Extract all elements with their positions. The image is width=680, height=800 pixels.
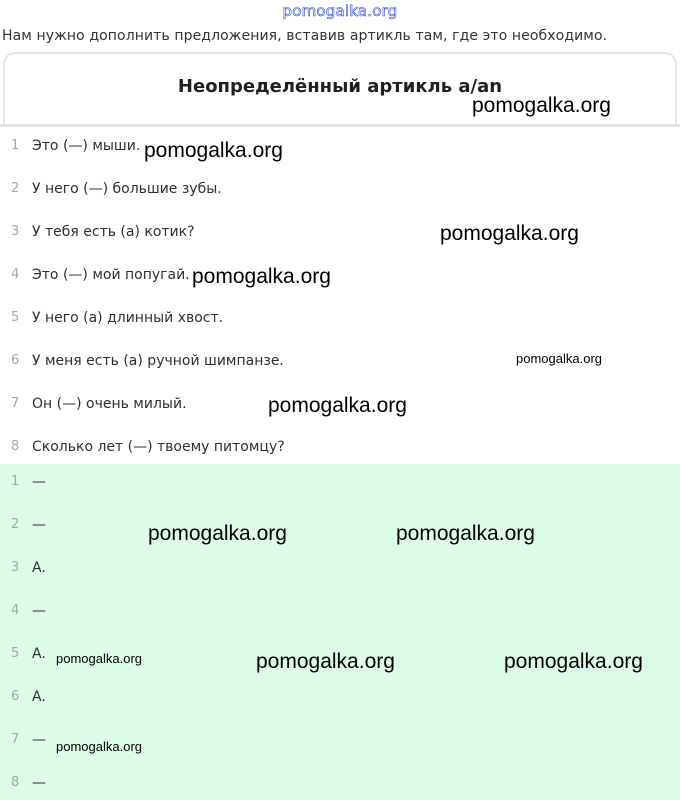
answer-text: — (32, 732, 46, 748)
card-title: Неопределённый артикль a/an (177, 76, 503, 97)
answer-number: 1 (11, 474, 20, 489)
question-number: 7 (11, 396, 20, 411)
answer-row (0, 687, 680, 707)
question-text: У него (a) длинный хвост. (32, 310, 224, 326)
watermark: pomogalka.org (256, 650, 395, 673)
answer-number: 3 (11, 560, 20, 575)
question-text: Сколько лет (—) твоему питомцу? (32, 439, 285, 455)
answer-number: 6 (11, 689, 20, 704)
question-text: У меня есть (a) ручной шимпанзе. (32, 353, 284, 369)
answer-number: 5 (11, 646, 20, 661)
question-text: Это (—) мыши. (32, 138, 141, 154)
answer-row (0, 515, 680, 535)
site-header-logo[interactable]: pomogalka.org (282, 2, 398, 20)
answer-text: — (32, 474, 46, 490)
watermark: pomogalka.org (144, 139, 283, 162)
question-row (0, 308, 680, 328)
watermark: pomogalka.org (516, 351, 602, 366)
answer-text: — (32, 775, 46, 791)
question-number: 5 (11, 310, 20, 325)
question-row (0, 136, 680, 156)
answer-row (0, 601, 680, 621)
watermark: pomogalka.org (440, 222, 579, 245)
watermark: pomogalka.org (56, 739, 142, 754)
answer-text: A. (32, 646, 46, 662)
watermark: pomogalka.org (56, 651, 142, 666)
watermark: pomogalka.org (268, 394, 407, 417)
answer-row (0, 558, 680, 578)
answer-number: 8 (11, 775, 20, 790)
question-text: У тебя есть (a) котик? (32, 224, 195, 240)
answer-row (0, 472, 680, 492)
answer-number: 2 (11, 517, 20, 532)
question-number: 2 (11, 181, 20, 196)
watermark: pomogalka.org (396, 522, 535, 545)
answer-text: — (32, 603, 46, 619)
question-number: 3 (11, 224, 20, 239)
question-number: 1 (11, 138, 20, 153)
watermark: pomogalka.org (192, 265, 331, 288)
question-row (0, 437, 680, 457)
answer-text: A. (32, 689, 46, 705)
answer-row (0, 773, 680, 793)
answer-text: A. (32, 560, 46, 576)
question-text: Он (—) очень милый. (32, 396, 187, 412)
task-instruction: Нам нужно дополнить предложения, вставив артикль там, где это необходимо. (2, 28, 608, 44)
watermark: pomogalka.org (472, 94, 611, 117)
question-number: 4 (11, 267, 20, 282)
question-row (0, 265, 680, 285)
watermark: pomogalka.org (148, 522, 287, 545)
answer-number: 4 (11, 603, 20, 618)
question-row (0, 179, 680, 199)
question-text: Это (—) мой попугай. (32, 267, 190, 283)
question-number: 8 (11, 439, 20, 454)
answer-number: 7 (11, 732, 20, 747)
question-number: 6 (11, 353, 20, 368)
question-text: У него (—) большие зубы. (32, 181, 222, 197)
answer-text: — (32, 517, 46, 533)
watermark: pomogalka.org (504, 650, 643, 673)
